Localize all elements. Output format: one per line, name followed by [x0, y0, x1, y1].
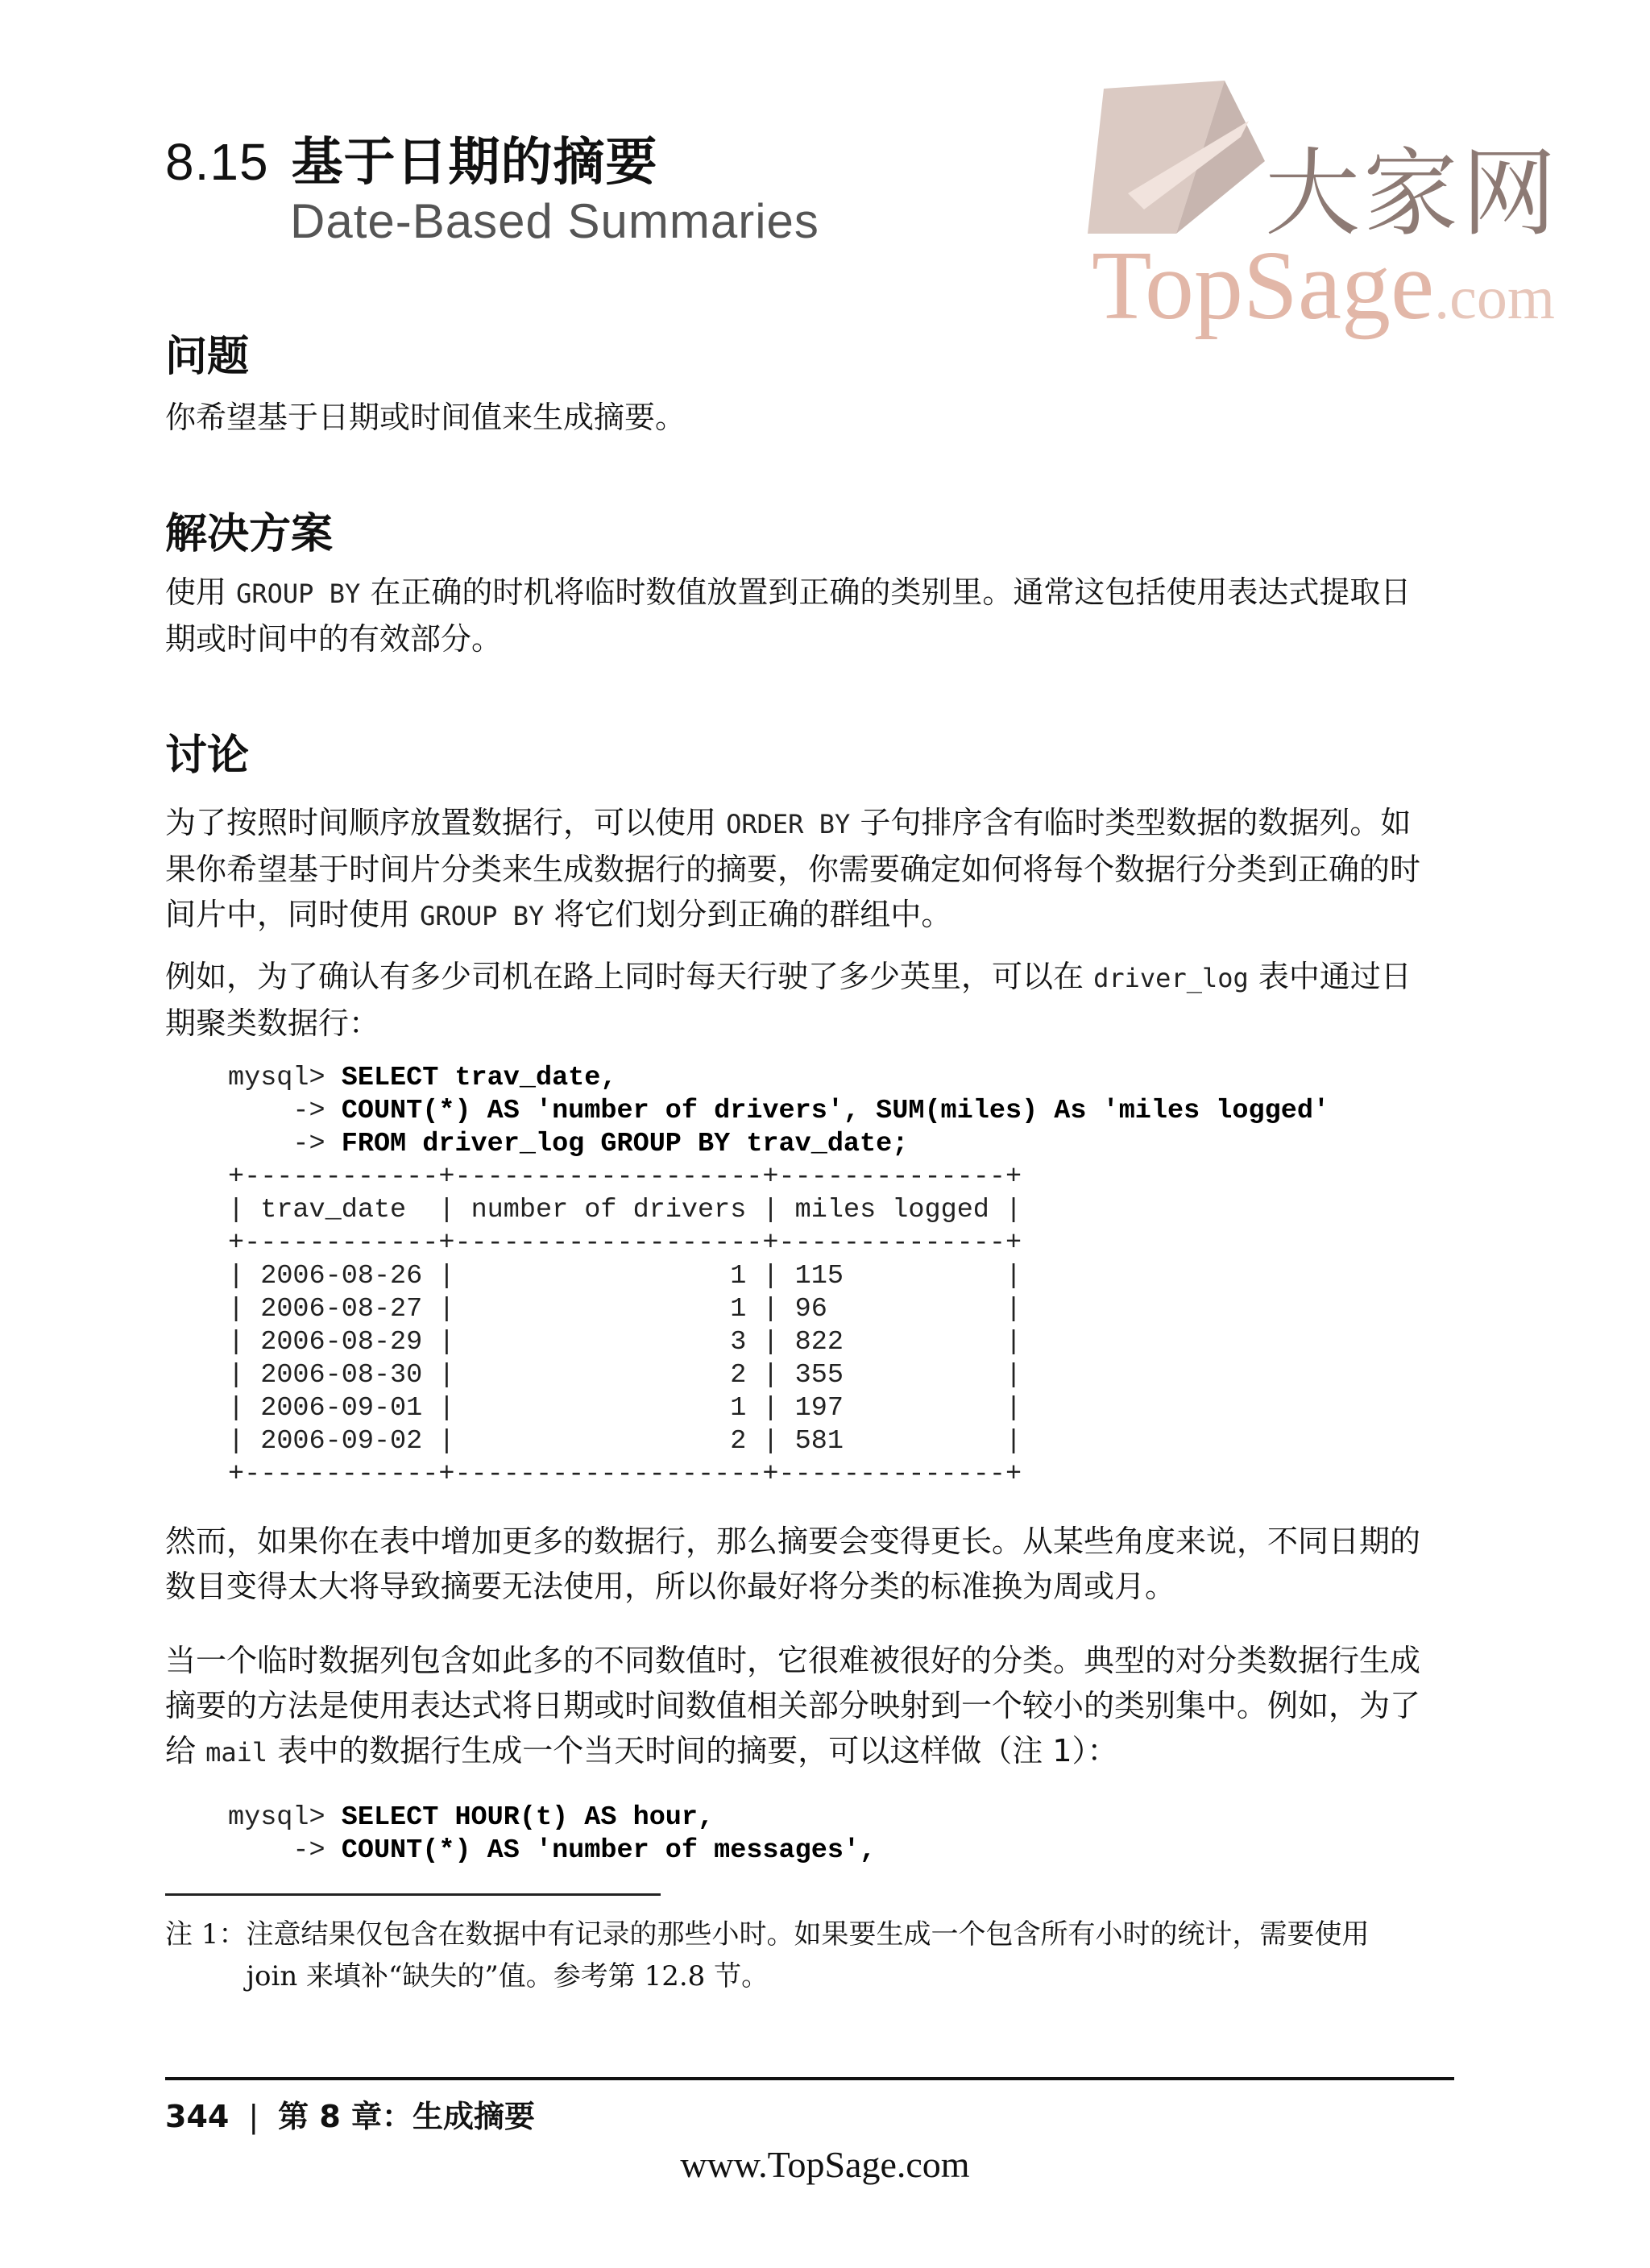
section-title	[165, 121, 658, 195]
discussion-paragraph-4	[165, 1638, 1430, 1775]
cell-count: 1	[730, 1261, 747, 1292]
continuation-prompt: ->	[228, 1096, 342, 1126]
mysql-prompt: mysql>	[228, 1802, 342, 1833]
discussion-paragraph-3: 然而，如果你在表中增加更多的数据行，那么摘要会变得更长。从某些角度来说，不同日期的数目变得太大将导致摘要无法使用，所以你最好将分类的标准换为周或月。	[165, 1524, 1421, 1604]
inline-code: mail	[205, 1737, 268, 1768]
table-border: +------------+-------------------+--------------+	[228, 1459, 1022, 1490]
column-header: number of drivers	[471, 1195, 747, 1225]
solution-text	[165, 570, 1430, 661]
table-row: | 2006-09-01 | 1 | 197 |	[228, 1393, 1022, 1424]
paragraph-text: 将它们划分到正确的群组中。	[553, 897, 952, 932]
watermark-en-suffix: .com	[1434, 264, 1556, 332]
paragraph-text: 为了按照时间顺序放置数据行，可以使用	[165, 805, 717, 840]
discussion-paragraph-1	[165, 800, 1430, 939]
discussion-heading: 讨论	[165, 732, 250, 780]
paragraph-text: 子句排序含有临时类型数据的数据列。如果你希望基于时间片分类来生成数据行的摘要，你需要确定如何将每个数据行分类到正确的时间片中，同时使用	[165, 805, 1421, 932]
cell-miles: 355	[794, 1360, 844, 1391]
solution-text-part: 使用	[165, 574, 227, 610]
section-title-text: 基于日期的摘要	[291, 133, 658, 191]
cell-date: 2006-08-29	[260, 1327, 423, 1358]
continuation-prompt: ->	[228, 1835, 342, 1866]
table-row: | 2006-08-26 | 1 | 115 |	[228, 1261, 1022, 1292]
table-row: | 2006-08-30 | 2 | 355 |	[228, 1360, 1022, 1391]
discussion-paragraph-2	[165, 954, 1430, 1046]
solution-text-part: 在正确的时机将临时数值放置到正确的类别里。通常这包括使用表达式提取日期或时间中的有效部分。	[165, 574, 1412, 657]
sql-line: COUNT(*) AS 'number of messages',	[341, 1835, 877, 1866]
cell-date: 2006-09-02	[260, 1426, 423, 1457]
cell-count: 1	[730, 1393, 747, 1424]
cell-count: 3	[730, 1327, 747, 1358]
cell-miles: 822	[794, 1327, 844, 1358]
paragraph-text: 表中通过日期聚类数据行：	[165, 959, 1412, 1041]
cell-count: 2	[730, 1360, 747, 1391]
column-header: trav_date	[260, 1195, 407, 1225]
watermark-en-text	[1092, 230, 1555, 342]
table-row: | 2006-09-02 | 2 | 581 |	[228, 1426, 1022, 1457]
problem-text: 你希望基于日期或时间值来生成摘要。	[165, 400, 686, 435]
site-url: www.TopSage.com	[680, 2144, 970, 2185]
cell-count: 1	[730, 1294, 747, 1325]
column-header: miles logged	[794, 1195, 989, 1225]
footer-divider	[165, 2077, 1454, 2080]
watermark-en-name: TopSage	[1092, 231, 1435, 340]
table-row: | 2006-08-29 | 3 | 822 |	[228, 1327, 1022, 1358]
chapter-title: 第 8 章：生成摘要	[278, 2099, 536, 2134]
page-footer	[165, 2092, 535, 2136]
inline-code: driver_log	[1093, 963, 1249, 993]
cell-date: 2006-08-30	[260, 1360, 423, 1391]
continuation-prompt: ->	[228, 1129, 342, 1159]
paragraph-text: 例如，为了确认有多少司机在路上同时每天行驶了多少英里，可以在	[165, 959, 1084, 994]
table-border: +------------+-------------------+--------------+	[228, 1162, 1022, 1192]
cell-miles: 96	[794, 1294, 827, 1325]
cell-count: 2	[730, 1426, 747, 1457]
cell-date: 2006-08-26	[260, 1261, 423, 1292]
cell-date: 2006-09-01	[260, 1393, 423, 1424]
sql-line: SELECT HOUR(t) AS hour,	[341, 1802, 715, 1833]
query-2-code-block	[228, 1802, 876, 1868]
footnote-text: 注意结果仅包含在数据中有记录的那些小时。如果要生成一个包含所有小时的统计，需要使用 join 来填补“缺失的”值。参考第 12.8 节。	[246, 1918, 1370, 1992]
cell-miles: 115	[794, 1261, 844, 1292]
cell-date: 2006-08-27	[260, 1294, 423, 1325]
paragraph-text: 表中的数据行生成一个当天时间的摘要，可以这样做（注 1）：	[277, 1733, 1118, 1768]
sql-line: FROM driver_log GROUP BY trav_date;	[341, 1129, 909, 1159]
footer-separator: |	[248, 2099, 259, 2134]
section-number: 8.15	[165, 133, 269, 191]
solution-heading: 解决方案	[165, 510, 334, 558]
footnote-divider	[165, 1893, 661, 1896]
watermark-cn-text: 大家网	[1265, 138, 1561, 249]
paragraph-text: 当一个临时数据列包含如此多的不同数值时，它很难被很好的分类。典型的对分类数据行生成摘要的方法是使用表达式将日期或时间数值相关部分映射到一个较小的类别集中。例如，为了给	[165, 1643, 1421, 1768]
cell-miles: 197	[794, 1393, 844, 1424]
problem-heading: 问题	[165, 333, 250, 381]
table-border: +------------+-------------------+--------------+	[228, 1228, 1022, 1258]
footnote	[165, 1913, 1446, 1997]
table-row: | 2006-08-27 | 1 | 96 |	[228, 1294, 1022, 1325]
section-subtitle: Date-Based Summaries	[290, 194, 819, 248]
inline-code: GROUP BY	[236, 578, 361, 609]
sql-line: COUNT(*) AS 'number of drivers', SUM(miles) As 'miles logged'	[341, 1096, 1330, 1126]
page-number: 344	[165, 2099, 230, 2134]
query-1-code-block: mysql> SELECT trav_date, -> COUNT(*) AS 'number of drivers', SUM(miles) As 'miles logged' -> FROM driver_log GROUP BY trav_date; +------------+-------------------+--------------+ | trav_date | number of drivers | miles logged | +------------+-------------------+--------------+ | 2006-08-26 | 1 | 115 | | 2006-08-27 | 1 | 96 | | 2006-08-29 | 3 | 822 | | 2006-08-30 | 2 | 355 | | 2006-09-01 | 1 | 197 | | 2006-09-02 | 2 | 581 | +------------+-------------------+--------------+	[228, 1063, 1330, 1490]
cell-miles: 581	[794, 1426, 844, 1457]
inline-code: GROUP BY	[420, 901, 545, 931]
footnote-label: 注 1：	[165, 1918, 247, 1951]
sql-line: SELECT trav_date,	[341, 1063, 617, 1093]
inline-code: ORDER BY	[726, 809, 851, 840]
mysql-prompt: mysql>	[228, 1063, 342, 1093]
